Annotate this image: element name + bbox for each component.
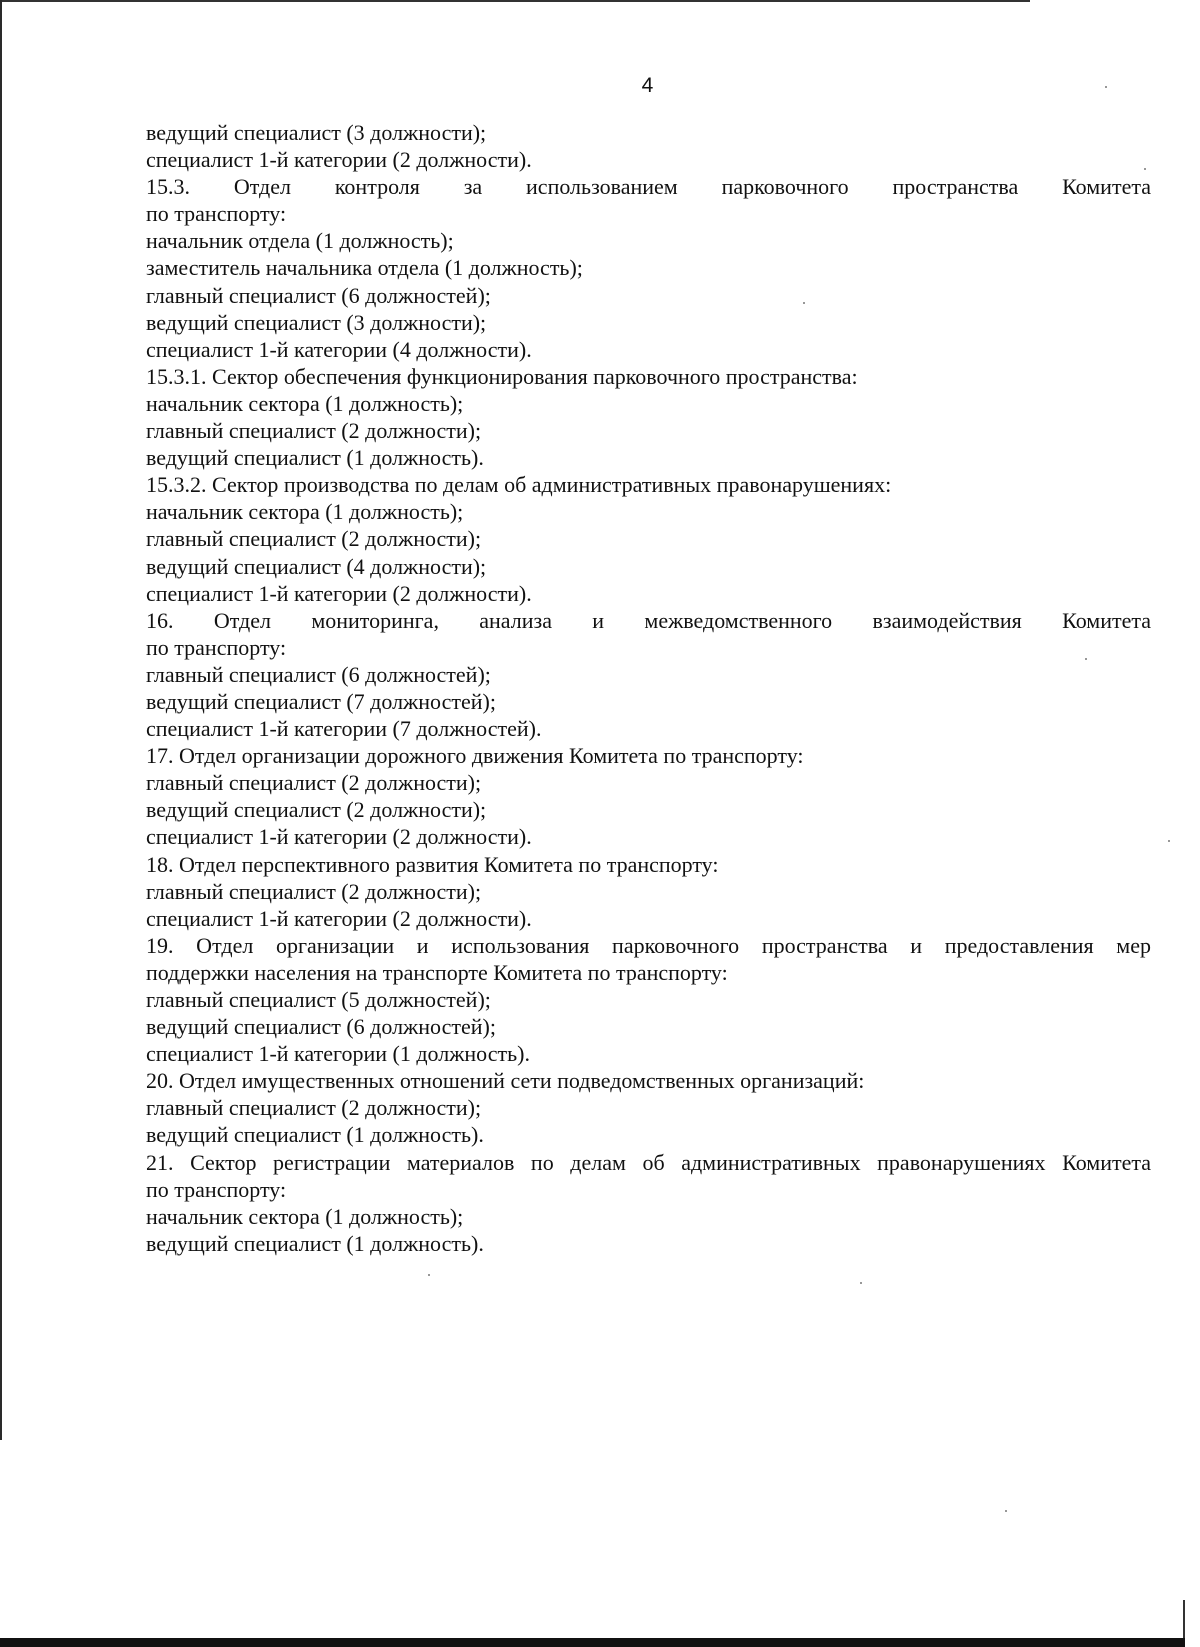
page-number: 4 [641, 74, 654, 97]
text-line: ведущий специалист (1 должность). [146, 1230, 484, 1256]
text-line: главный специалист (2 должности); [146, 1095, 482, 1121]
text-line: начальник сектора (1 должность); [146, 1203, 464, 1229]
text-line: ведущий специалист (4 должности); [146, 553, 487, 579]
text-line: специалист 1-й категории (2 должности). [146, 824, 532, 850]
text-line: 15.3.2. Сектор производства по делам об административных правонарушениях: [146, 472, 892, 498]
text-line: 17. Отдел организации дорожного движения Комитета по транспорту: [146, 743, 804, 769]
text-line: ведущий специалист (2 должности); [146, 797, 487, 823]
text-line: специалист 1-й категории (1 должность). [146, 1041, 530, 1067]
text-line: главный специалист (2 должности); [146, 526, 482, 552]
text-line: главный специалист (6 должностей); [146, 282, 491, 308]
text-line: специалист 1-й категории (2 должности). [146, 905, 532, 931]
text-line: специалист 1-й категории (2 должности). [146, 580, 532, 606]
text-line: специалист 1-й категории (4 должности). [146, 336, 532, 362]
text-line: по транспорту: [146, 634, 287, 660]
scan-speck [1005, 1510, 1007, 1512]
text-line: 19. Отдел организации и использования парковочного пространства и предоставления мер [146, 932, 1151, 958]
text-line: главный специалист (6 должностей); [146, 661, 491, 687]
text-line: ведущий специалист (1 должность). [146, 445, 484, 471]
text-line: главный специалист (2 должности); [146, 418, 482, 444]
text-line: заместитель начальника отдела (1 должность); [146, 255, 583, 281]
text-line: по транспорту: [146, 201, 287, 227]
scan-top-border [0, 0, 1030, 2]
text-line: 15.3.1. Сектор обеспечения функционирования парковочного пространства: [146, 363, 858, 389]
text-line: специалист 1-й категории (7 должностей). [146, 716, 542, 742]
text-line: главный специалист (2 должности); [146, 770, 482, 796]
text-line: главный специалист (2 должности); [146, 878, 482, 904]
text-line: поддержки населения на транспорте Комитета по транспорту: [146, 959, 728, 985]
text-line: по транспорту: [146, 1176, 287, 1202]
scan-speck [428, 1274, 430, 1276]
text-line: начальник сектора (1 должность); [146, 499, 464, 525]
text-line: ведущий специалист (3 должности); [146, 309, 487, 335]
scan-speck [1168, 840, 1170, 842]
text-line: 16. Отдел мониторинга, анализа и межведомственного взаимодействия Комитета [146, 607, 1151, 633]
scan-bottom-border [0, 1638, 1185, 1647]
text-line: начальник сектора (1 должность); [146, 390, 464, 416]
text-line: 15.3. Отдел контроля за использованием парковочного пространства Комитета [146, 174, 1151, 200]
text-line: ведущий специалист (3 должности); [146, 120, 487, 145]
text-line: главный специалист (5 должностей); [146, 987, 491, 1012]
text-line: начальник отдела (1 должность); [146, 228, 454, 254]
document-body [146, 119, 1151, 1257]
text-line: ведущий специалист (7 должностей); [146, 688, 496, 714]
scan-left-border [0, 0, 2, 1440]
text-line: ведущий специалист (1 должность). [146, 1122, 484, 1148]
text-line: 18. Отдел перспективного развития Комитета по транспорту: [146, 851, 719, 877]
text-line: 20. Отдел имущественных отношений сети подведомственных организаций: [146, 1068, 865, 1094]
text-line: 21. Сектор регистрации материалов по делам об административных правонарушениях Комитета [146, 1149, 1151, 1175]
scan-speck [860, 1282, 862, 1284]
scan-right-mark [1183, 1600, 1185, 1640]
text-line: ведущий специалист (6 должностей); [146, 1014, 496, 1040]
text-line: специалист 1-й категории (2 должности). [146, 147, 532, 173]
